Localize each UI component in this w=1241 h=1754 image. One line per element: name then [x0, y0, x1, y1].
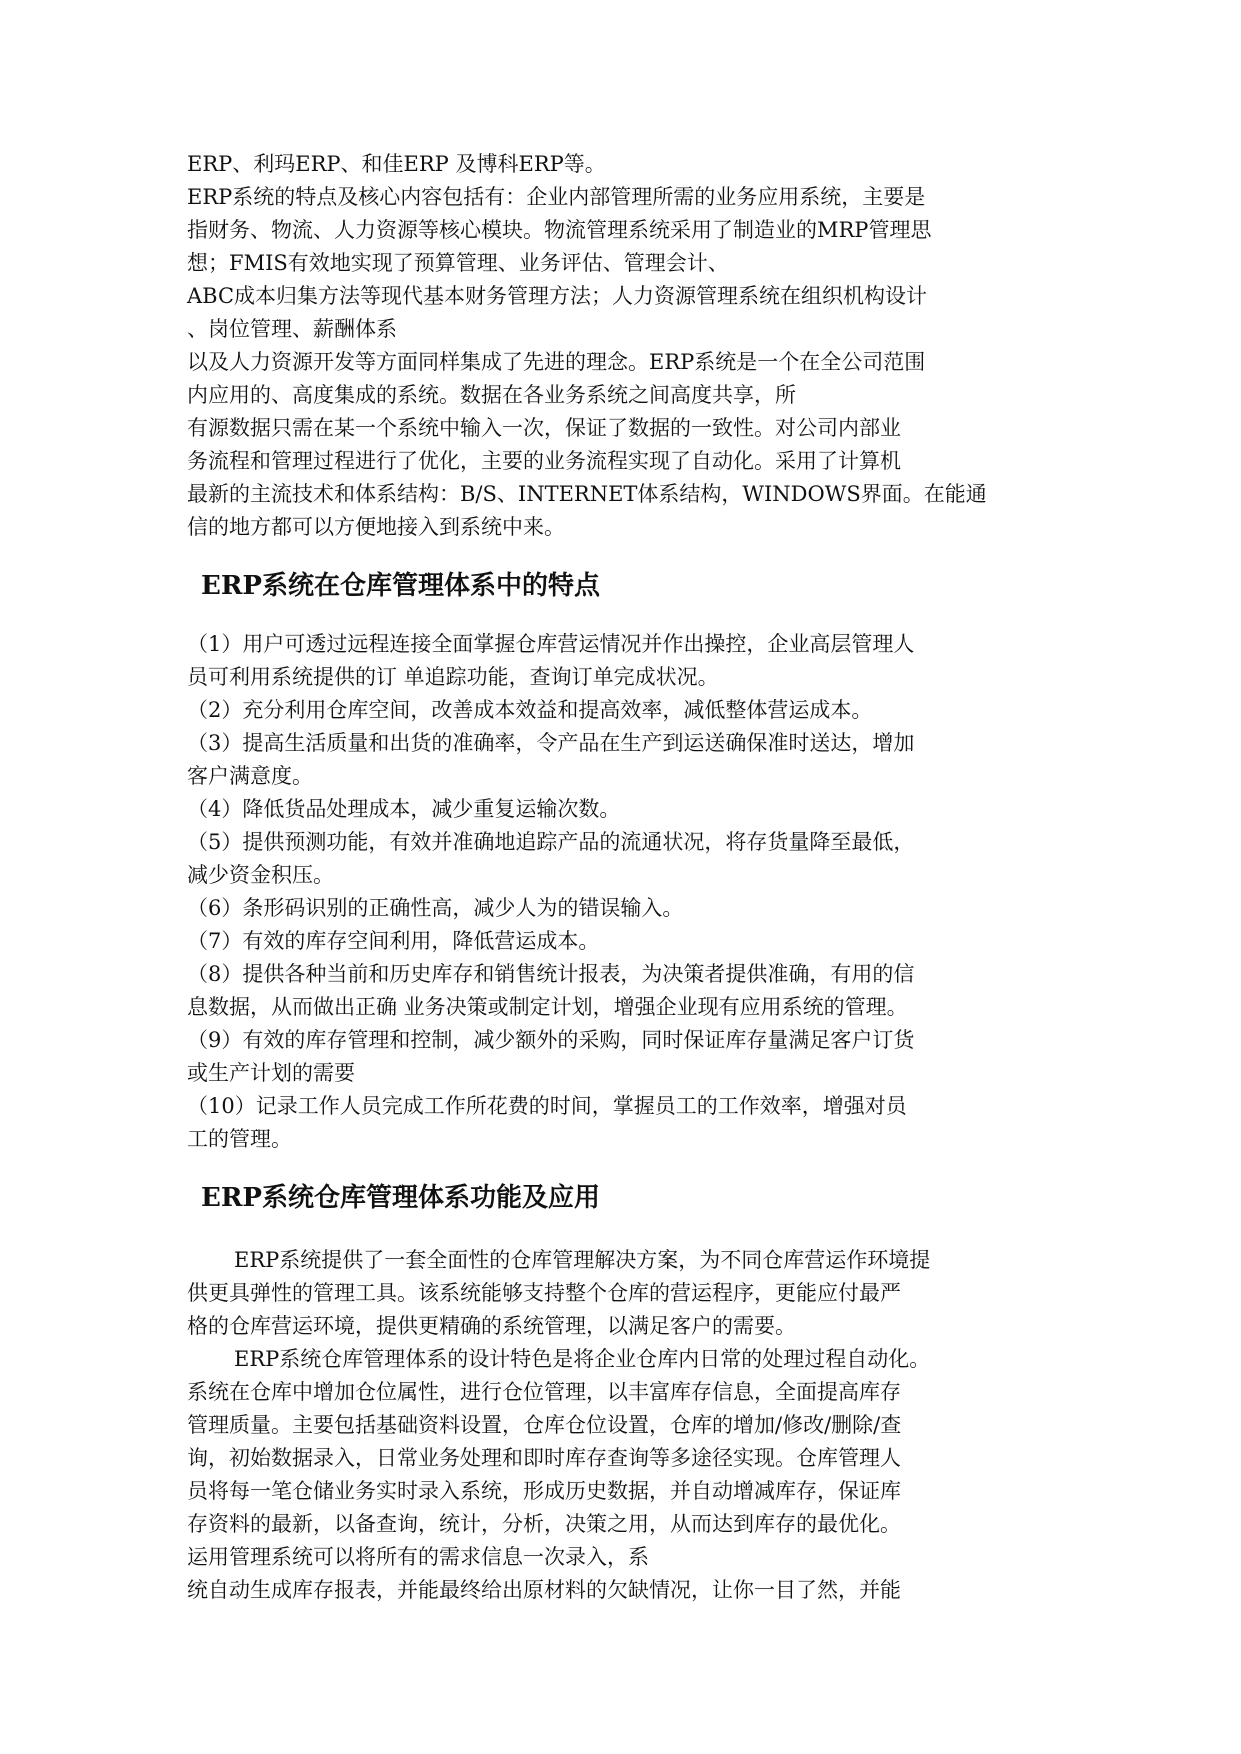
- list-item-line: 员可利用系统提供的订 单追踪功能，查询订单完成状况。: [187, 665, 719, 689]
- list-item-line: （7）有效的库存空间利用，降低营运成本。: [187, 929, 600, 953]
- text-line: 信的地方都可以方便地接入到系统中来。: [187, 515, 565, 539]
- list-item-line: （3）提高生活质量和出货的准确率，令产品在生产到运送确保准时送达，增加: [187, 731, 915, 755]
- text-line: 最新的主流技术和体系结构：B/S、INTERNET体系结构，WINDOWS界面。在能通: [187, 482, 987, 506]
- text-line: ERP系统仓库管理体系的设计特色是将企业仓库内日常的处理过程自动化。: [234, 1347, 931, 1371]
- list-item-line: 工的管理。: [187, 1127, 292, 1151]
- list-item-line: （9）有效的库存管理和控制，减少额外的采购，同时保证库存量满足客户订货: [187, 1028, 915, 1052]
- text-line: 内应用的、高度集成的系统。数据在各业务系统之间高度共享，所: [187, 383, 796, 407]
- text-line: 供更具弹性的管理工具。该系统能够支持整个仓库的营运程序，更能应付最严: [187, 1281, 901, 1305]
- text-line: 、岗位管理、薪酬体系: [187, 317, 397, 341]
- text-line: 员将每一笔仓储业务实时录入系统，形成历史数据，并自动增减库存，保证库: [187, 1479, 901, 1503]
- list-item-line: （10）记录工作人员完成工作所花费的时间，掌握员工的工作效率，增强对员: [187, 1094, 907, 1118]
- text-line: 管理质量。主要包括基础资料设置，仓库仓位设置，仓库的增加/修改/删除/查: [187, 1413, 902, 1437]
- list-item-line: （2）充分利用仓库空间，改善成本效益和提高效率，减低整体营运成本。: [187, 698, 873, 722]
- text-line: ERP系统的特点及核心内容包括有：企业内部管理所需的业务应用系统，主要是: [187, 185, 926, 209]
- list-item-line: （1）用户可透过远程连接全面掌握仓库营运情况并作出操控，企业高层管理人: [187, 632, 915, 656]
- section-heading-functions: ERP系统仓库管理体系功能及应用: [201, 1183, 600, 1213]
- document-page: [187, 148, 1057, 1607]
- text-line: ERP系统提供了一套全面性的仓库管理解决方案，为不同仓库营运作环境提: [234, 1248, 931, 1272]
- text-line: ERP、利玛ERP、和佳ERP 及博科ERP等。: [187, 152, 606, 176]
- list-item-line: （5）提供预测功能，有效并准确地追踪产品的流通状况，将存货量降至最低，: [187, 830, 915, 854]
- text-line: 统自动生成库存报表，并能最终给出原材料的欠缺情况，让你一目了然，并能: [187, 1578, 901, 1602]
- list-item-line: 减少资金积压。: [187, 863, 334, 887]
- text-line: 系统在仓库中增加仓位属性，进行仓位管理，以丰富库存信息，全面提高库存: [187, 1380, 901, 1404]
- text-line: 有源数据只需在某一个系统中输入一次，保证了数据的一致性。对公司内部业: [187, 416, 901, 440]
- text-line: ABC成本归集方法等现代基本财务管理方法；人力资源管理系统在组织机构设计: [187, 284, 928, 308]
- text-line: 格的仓库营运环境，提供更精确的系统管理，以满足客户的需要。: [187, 1314, 796, 1338]
- list-item-line: 或生产计划的需要: [187, 1061, 355, 1085]
- list-item-line: （4）降低货品处理成本，减少重复运输次数。: [187, 797, 621, 821]
- text-line: 以及人力资源开发等方面同样集成了先进的理念。ERP系统是一个在全公司范围: [187, 350, 926, 374]
- text-line: 询，初始数据录入，日常业务处理和即时库存查询等多途径实现。仓库管理人: [187, 1446, 901, 1470]
- functions-paragraphs: [187, 1244, 1057, 1607]
- text-line: 存资料的最新，以备查询，统计，分析，决策之用，从而达到库存的最优化。: [187, 1512, 901, 1536]
- text-line: 指财务、物流、人力资源等核心模块。物流管理系统采用了制造业的MRP管理思: [187, 218, 932, 242]
- intro-paragraph: [187, 148, 1057, 544]
- text-line: 运用管理系统可以将所有的需求信息一次录入，系: [187, 1545, 649, 1569]
- features-list: [187, 628, 1057, 1156]
- text-line: 务流程和管理过程进行了优化，主要的业务流程实现了自动化。采用了计算机: [187, 449, 901, 473]
- list-item-line: 客户满意度。: [187, 764, 313, 788]
- list-item-line: （6）条形码识别的正确性高，减少人为的错误输入。: [187, 896, 684, 920]
- section-heading-features: ERP系统在仓库管理体系中的特点: [201, 571, 600, 601]
- list-item-line: （8）提供各种当前和历史库存和销售统计报表，为决策者提供准确，有用的信: [187, 962, 915, 986]
- list-item-line: 息数据，从而做出正确 业务决策或制定计划，增强企业现有应用系统的管理。: [187, 995, 908, 1019]
- text-line: 想；FMIS有效地实现了预算管理、业务评估、管理会计、: [187, 251, 729, 275]
